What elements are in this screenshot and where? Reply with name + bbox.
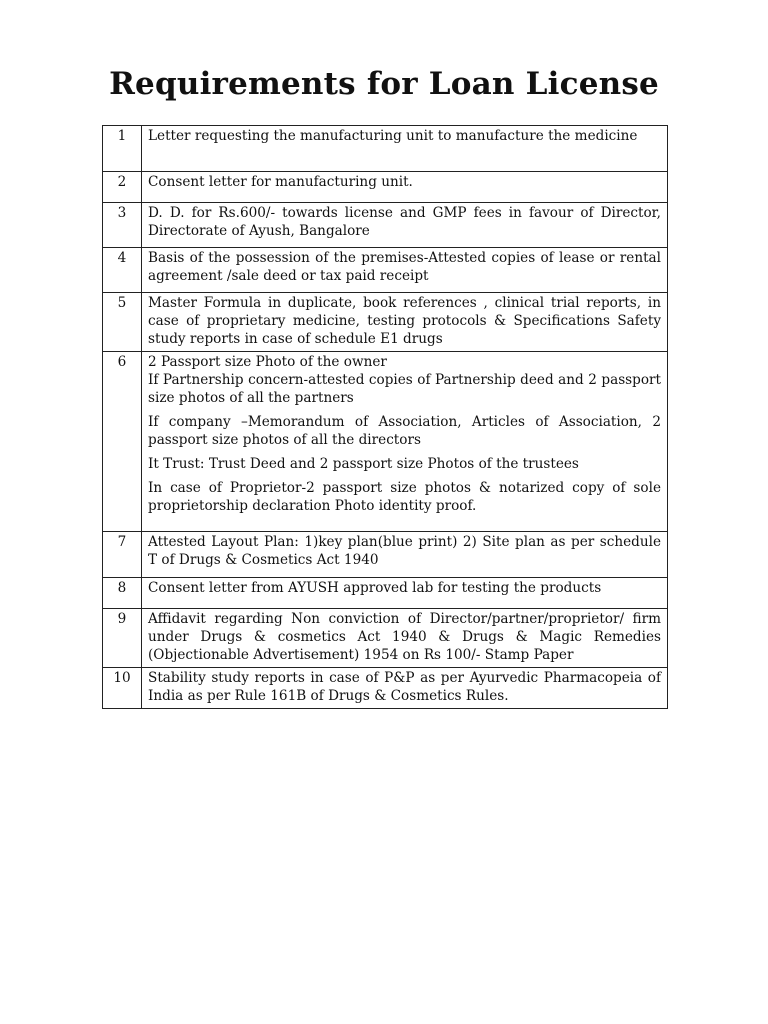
table-row [103,203,668,248]
page-title: Requirements for Loan License [109,66,659,102]
row-number: 7 [103,532,142,578]
row-description [142,203,668,248]
row-description [142,352,668,532]
row-description [142,668,668,709]
table-row [103,293,668,352]
requirement-text: Basis of the possession of the premises-Attested copies of lease or rental agreement /sale deed or tax paid receipt [148,250,661,284]
requirement-text: D. D. for Rs.600/- towards license and GMP fees in favour of Director, Directorate of Ayush, Bangalore [148,205,661,239]
row-description [142,126,668,172]
row-number: 2 [103,172,142,203]
row-description [142,172,668,203]
requirement-text: If company –Memorandum of Association, Articles of Association, 2 passport size photos of all the directors [148,414,661,448]
requirements-table [102,125,668,709]
row-number: 4 [103,248,142,293]
requirement-text: If Partnership concern-attested copies of Partnership deed and 2 passport size photos of all the partners [148,372,661,406]
table-row [103,668,668,709]
requirement-text: Master Formula in duplicate, book references , clinical trial reports, in case of proprietary medicine, testing protocols & Specifications Safety study reports in case of schedule E1 drugs [148,295,661,347]
table-row [103,532,668,578]
row-number: 10 [103,668,142,709]
row-number: 1 [103,126,142,172]
table-row [103,172,668,203]
requirement-text: Affidavit regarding Non conviction of Director/partner/proprietor/ firm under Drugs & cosmetics Act 1940 & Drugs & Magic Remedies (Objectionable Advertisement) 1954 on Rs 100/- Stamp Paper [148,611,661,663]
table-row [103,578,668,609]
requirement-text: Consent letter from AYUSH approved lab for testing the products [148,580,602,596]
row-number: 8 [103,578,142,609]
requirement-text: Attested Layout Plan: 1)key plan(blue print) 2) Site plan as per schedule T of Drugs & Cosmetics Act 1940 [148,534,661,568]
row-description [142,293,668,352]
requirement-text: In case of Proprietor-2 passport size photos & notarized copy of sole proprietorship declaration Photo identity proof. [148,480,661,514]
row-description [142,532,668,578]
requirement-text: Stability study reports in case of P&P as per Ayurvedic Pharmacopeia of India as per Rule 161B of Drugs & Cosmetics Rules. [148,670,661,704]
table-row [103,248,668,293]
requirement-text: 2 Passport size Photo of the owner [148,354,387,370]
row-number: 6 [103,352,142,532]
row-number: 3 [103,203,142,248]
table-row [103,126,668,172]
row-number: 9 [103,609,142,668]
row-description [142,609,668,668]
row-description [142,248,668,293]
requirement-text: It Trust: Trust Deed and 2 passport size Photos of the trustees [148,456,579,472]
row-description [142,578,668,609]
requirement-text: Letter requesting the manufacturing unit to manufacture the medicine [148,128,638,144]
table-row [103,609,668,668]
requirement-text: Consent letter for manufacturing unit. [148,174,413,190]
table-row [103,352,668,532]
row-number: 5 [103,293,142,352]
